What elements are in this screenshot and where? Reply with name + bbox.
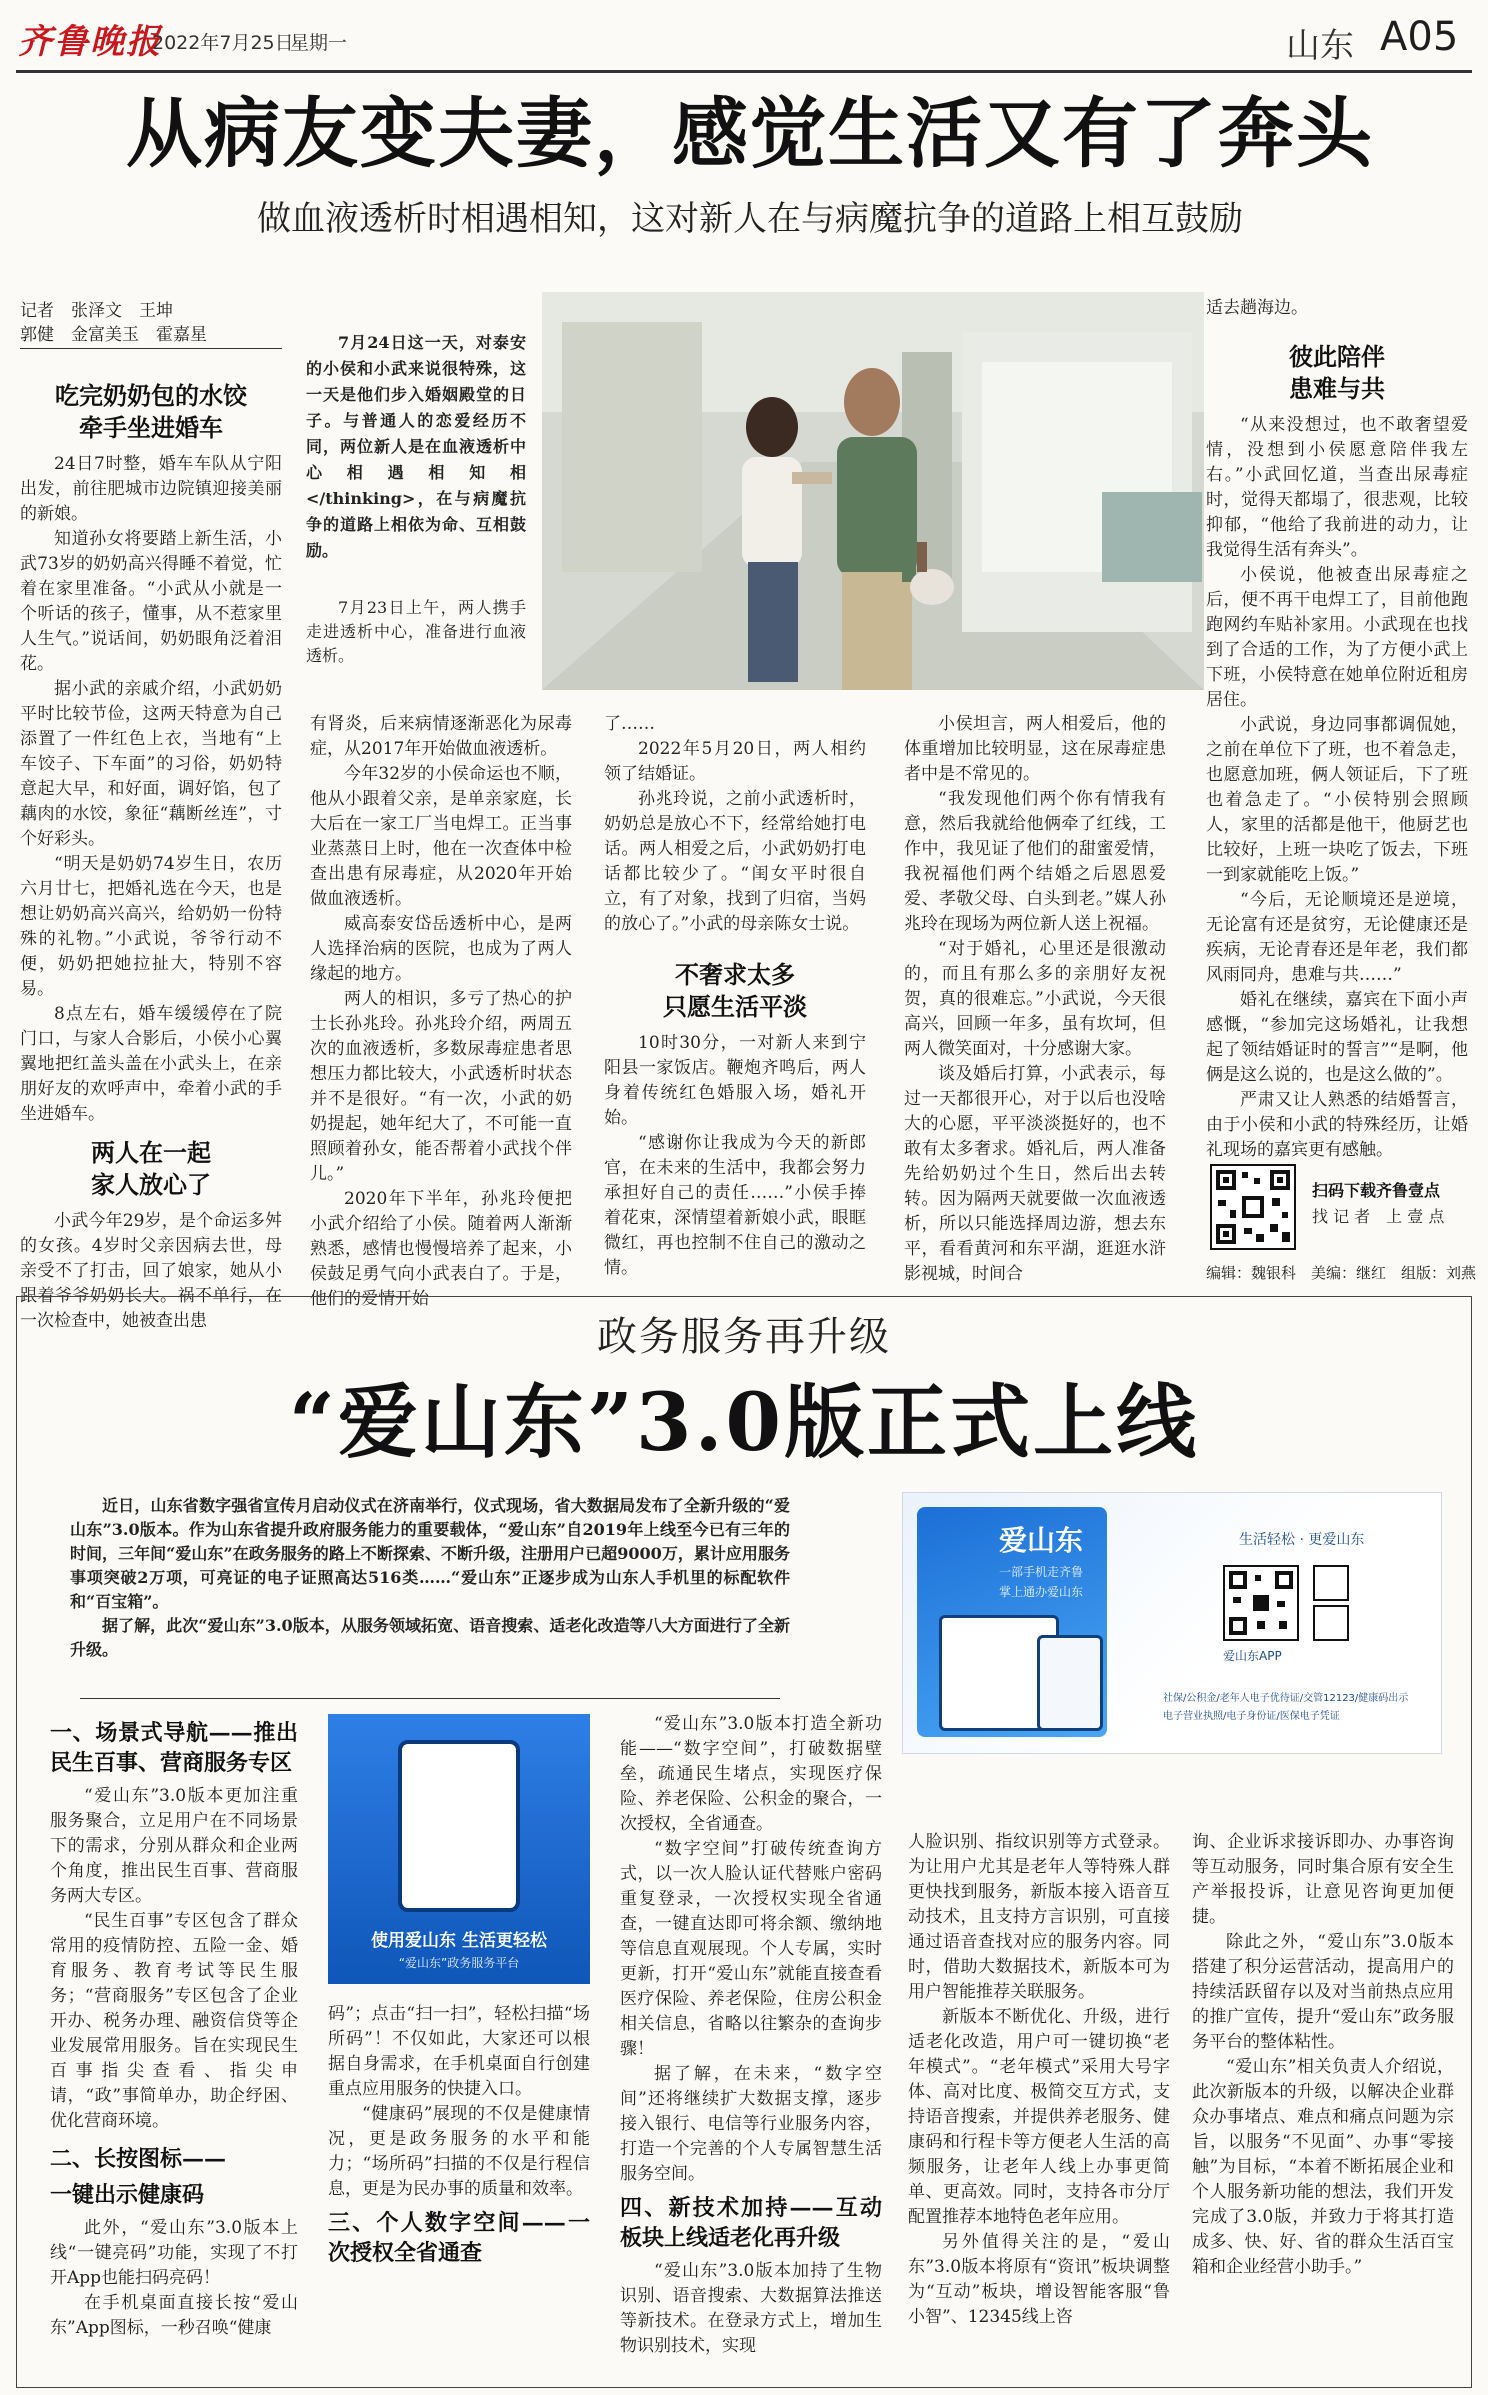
qr-caption-2: 找 记 者 上 壹 点 [1312,1207,1445,1226]
paragraph: 10时30分，一对新人来到宁阳县一家饭店。鞭炮齐鸣后，两人身着传统红色婚服入场，婚礼开始。 [604,1033,866,1128]
paragraph: 24日7时整，婚车车队从宁阳出发，前往肥城市边院镇迎接美丽的新娘。 [20,454,282,524]
paragraph: 人脸识别、指纹识别等方式登录。为让用户尤其是老年人等特殊人群更快找到服务，新版本接入语音互动技术，且支持方言识别，可直接通过语音查找对应的服务内容。同时，借助大数据技术，新版本可为用户智能推荐关联服务。 [908,1832,1170,2002]
byline-rule [20,348,282,349]
couple-photo [542,292,1204,690]
paragraph: 孙兆玲说，之前小武透析时，奶奶总是放心不下，经常给她打电话。两人相爱之后，小武奶奶打电话都比较少了。“闺女平时很自立，有了对象，找到了归宿，当妈的放心了。”小武的母亲陈女士说。 [604,789,866,934]
couple-photo-illustration [542,292,1204,690]
masthead-rule [16,70,1472,73]
ad-phone-mockup [917,1507,1107,1737]
paragraph: 除此之外，“爱山东”3.0版本搭建了积分运营活动，提高用户的持续活跃留存以及对当前热点应用的推广宣传，提升“爱山东”政务服务平台的整体粘性。 [1192,1932,1454,2052]
ad-qr-code[interactable] [1223,1565,1299,1641]
promo-image [328,1714,590,1984]
ad-line-1: 一部手机走齐鲁 [999,1565,1084,1579]
paragraph: 新版本不断优化、升级，进行适老化改造，用户可一键切换“老年模式”。“老年模式”采用大号字体、高对比度、极简交互方式，支持语音搜索，并提供养老服务、健康码和行程卡等方便老人生活的高频服务，让老年人线上办事更简单、更高效。同时，支持各市分厅配置推荐本地特色老年应用。 [908,2007,1170,2227]
paragraph: 2020年下半年，孙兆玲便把小武介绍给了小侯。随着两人渐渐熟悉，感情也慢慢培养了起来，小侯鼓足勇气向小武表白了。于是，他们的爱情开始 [310,1189,572,1309]
paragraph: 码”；点击“扫一扫”，轻松扫描“场所码”！不仅如此，大家还可以根据自身需求，在手机桌面自行创建重点应用服务的快捷入口。 [328,2004,590,2099]
paragraph: “健康码”展现的不仅是健康情况，更是政务服务的水平和能力；“场所码”扫描的不仅是行程信息，更是为民办事的质量和效率。 [328,2104,590,2199]
issue-date: 2022年7月25日 [152,32,294,54]
story2-column-1 [50,1712,298,2341]
ad-app-label: 爱山东APP [1223,1649,1282,1663]
paragraph: 小侯说，他被查出尿毒症之后，便不再干电焊工了，目前他跑跑网约车贴补家用。小武现在也找到了合适的工作，为了方便小武上下班，小侯特意在她单位附近租房居住。 [1206,565,1468,710]
newspaper-logo: 齐鲁晚报 [18,22,162,62]
subheading-4: 彼此陪伴 患难与共 [1289,342,1385,403]
paragraph: 询、企业诉求接诉即办、办事咨询等互动服务，同时集合原有安全生产举报投诉，让意见咨询更加便捷。 [1192,1832,1454,1927]
paragraph: 另外值得关注的是，“爱山东”3.0版本将原有“资讯”板块调整为“互动”板块，增设智能客服“鲁小智”、12345线上咨 [908,2232,1170,2327]
story1-column-2 [310,712,572,1312]
promo-caption-1: 使用爱山东 生活更轻松 [371,1931,547,1951]
lead-paragraph-2: 据了解，此次“爱山东”3.0版本，从服务领域拓宽、语音搜索、适老化改造等八大方面进行了全新升级。 [70,1616,790,1659]
story2-rule [80,1698,780,1699]
paragraph: 在手机桌面直接长按“爱山东”App图标，一秒召唤“健康 [50,2293,298,2338]
masthead [0,0,1488,80]
section-name: 山东 [1286,26,1354,66]
section-heading-2b: 一键出示健康码 [50,2182,205,2208]
paragraph: 适去趟海边。 [1206,298,1308,318]
section-heading-4: 四、新技术加持——互动板块上线适老化再升级 [620,2195,882,2251]
paragraph: “爱山东”3.0版本打造全新功能——“数字空间”，打破数据壁垒，疏通民生堵点，实现医疗保险、养老保险、公积金的聚合，一次授权，全省通查。 [620,1714,882,1834]
paragraph: “民生百事”专区包含了群众常用的疫情防控、五险一金、婚育服务、教育考试等民生服务；“营商服务”专区包含了企业开办、税务办理、融资信贷等企业发展常用服务。旨在实现民生百事指尖查看、指尖申请，“政”事简单办，助企纾困、优化营商环境。 [50,1911,298,2131]
paragraph: “从来没想过，也不敢奢望爱情，没想到小侯愿意陪伴我左右。”小武回忆道，当查出尿毒症时，觉得天都塌了，很悲观，比较抑郁，“他给了我前进的动力，让我觉得生活有奔头”。 [1206,415,1468,560]
ad-footer-1: 社保/公积金/老年人电子优待证/交管12123/健康码出示 [1163,1693,1409,1704]
story2-lead [70,1494,790,1662]
story1-column-5 [1206,296,1468,1163]
editor-credits: 编辑：魏银科 美编：继红 组版：刘燕 [1206,1264,1477,1282]
story1-column-4 [904,712,1166,1287]
paragraph: “爱山东”3.0版本更加注重服务聚合，立足用户在不同场景下的需求，分别从群众和企业两个角度，推出民生百事、营商服务两大专区。 [50,1786,298,1906]
section-heading-3: 三、个人数字空间——一次授权全省通查 [328,2210,590,2266]
promo-phone [398,1740,520,1912]
paragraph: 婚礼在继续，嘉宾在下面小声感慨，“参加完这场婚礼，让我想起了领结婚证时的誓言”“是啊，他俩是这么说的，也是这么做的”。 [1206,990,1468,1085]
photo-caption [306,596,526,668]
story1-intro-text: 7月24日这一天，对泰安的小侯和小武来说很特殊，这一天是他们步入婚姻殿堂的日子。与普通人的恋爱经历不同，两位新人是在血液透析中心相遇相知相</thinking>，在与病魔抗争的道路上相依为命、互相鼓励。 [306,333,526,560]
story2-column-2 [328,2002,590,2274]
ad-qr-code-small-2[interactable] [1313,1605,1349,1641]
qr-caption-1: 扫码下载齐鲁壹点 [1312,1181,1441,1200]
paragraph: 谈及婚后打算，小武表示，每过一天都很开心，对于以后也没啥大的心愿，平平淡淡挺好的，也不敢有太多奢求。婚礼后，两人准备先给奶奶过个生日，然后出去转转。因为隔两天就要做一次血液透析，所以只能选择周边游，想去东平，看看黄河和东平湖，逛逛水浒影视城，时间合 [904,1064,1166,1284]
paragraph: 2022年5月20日，两人相约领了结婚证。 [604,739,866,784]
paragraph: 了…… [604,714,655,734]
paragraph: 8点左右，婚车缓缓停在了院门口，与家人合影后，小侯小心翼翼地把红盖头盖在小武头上，在亲朋好友的欢呼声中，牵着小武的手坐进婚车。 [20,1004,282,1124]
story2-column-4 [908,1830,1170,2330]
issue-weekday: 星期一 [290,32,348,54]
ad-title: 爱山东 [999,1524,1084,1557]
ad-phone-screen-2 [1037,1635,1103,1731]
ad-line-2: 掌上通办爱山东 [999,1585,1084,1599]
page-number: A05 [1380,14,1459,60]
paragraph: 此外，“爱山东”3.0版本上线“一键亮码”功能，实现了不打开App也能扫码亮码！ [50,2218,298,2288]
paragraph: 威高泰安岱岳透析中心，是两人选择治病的医院，也成为了两人缘起的地方。 [310,914,572,984]
paragraph: 小武说，身边同事都调侃她，之前在单位下了班，也不着急走，也愿意加班，俩人领证后，下了班也着急走了。“小侯特别会照顾人，家里的活都是他干，他厨艺也比较好，上班一块吃了饭去，下班一到家就能吃上饭。” [1206,715,1468,885]
paragraph: 严肃又让人熟悉的结婚誓言，由于小侯和小武的特殊经历，让婚礼现场的嘉宾更有感触。 [1206,1090,1468,1160]
paragraph: “对于婚礼，心里还是很激动的，而且有那么多的亲朋好友祝贺，真的很难忘。”小武说，今天很高兴，回顾一年多，虽有坎坷，但两人微笑面对，十分感谢大家。 [904,939,1166,1059]
story1-headline: 从病友变夫妻，感觉生活又有了奔头 [126,89,1374,178]
photo-caption-text: 7月23日上午，两人携手走进透析中心，准备进行血液透析。 [306,598,526,665]
paragraph: “爱山东”3.0版本加持了生物识别、语音搜索、大数据算法推送等新技术。在登录方式上，增加生物识别技术，实现 [620,2261,882,2356]
story2-kicker: 政务服务再升级 [597,1314,891,1360]
paragraph: “数字空间”打破传统查询方式，以一次人脸认证代替账户密码重复登录，一次授权实现全省通查，一键直达即可将余额、缴纳地等信息直观展现。个人专属，实时更新，打开“爱山东”就能直接查看医疗保险、养老保险，住房公积金相关信息，省略以往繁杂的查询步骤！ [620,1839,882,2059]
qr-code-icon [1225,1567,1297,1639]
paragraph: “明天是奶奶74岁生日，农历六月廿七，把婚礼选在今天，也是想让奶奶高兴高兴，给奶奶一份特殊的礼物。”小武说，爷爷行动不便，奶奶把她拉扯大，特别不容易。 [20,854,282,999]
paragraph: 知道孙女将要踏上新生活，小武73岁的奶奶高兴得睡不着觉，忙着在家里准备。“小武从小就是一个听话的孩子，懂事，从不惹家里人生气。”说话间，奶奶眼角泛着泪花。 [20,529,282,674]
section-heading-2a: 二、长按图标—— [50,2146,227,2172]
story1-subhead: 做血液透析时相遇相知，这对新人在与病魔抗争的道路上相互鼓励 [257,199,1243,239]
subheading-1: 吃完奶奶包的水饺 牵手坐进婚车 [55,381,247,442]
subheading-3: 不奢求太多 只愿生活平淡 [663,960,807,1021]
lead-paragraph-1: 近日，山东省数字强省宣传月启动仪式在济南举行，仪式现场，省大数据局发布了全新升级的“爱山东”3.0版本。作为山东省提升政府服务能力的重要载体，“爱山东”自2019年上线至今已有三年的时间，三年间“爱山东”在政务服务的路上不断探索、不断升级，注册用户已超9000万，累计应用服务事项突破2万项，可亮证的电子证照高达516类……“爱山东”正逐步成为山东人手机里的标配软件和“百宝箱”。 [70,1496,790,1611]
ad-slogan: 生活轻松 · 更爱山东 [1239,1532,1365,1548]
paragraph: 小武今年29岁，是个命运多舛的女孩。4岁时父亲因病去世，母亲受不了打击，回了娘家，她从小跟着爷爷奶奶长大。祸不单行，在一次检查中，她被查出患 [20,1211,282,1331]
aishandong-ad [902,1492,1442,1754]
section-heading-1: 一、场景式导航——推出民生百事、营商服务专区 [50,1720,298,1776]
qr-code-icon [1212,1166,1294,1248]
story2-column-3 [620,1712,882,2359]
paragraph: 有肾炎，后来病情逐渐恶化为尿毒症，从2017年开始做血液透析。 [310,714,572,759]
story1-column-1 [20,362,282,1334]
ad-qr-code-small-1[interactable] [1313,1565,1349,1601]
paragraph: “今后，无论顺境还是逆境，无论富有还是贫穷，无论健康还是疾病，无论青春还是年老，我们都风雨同舟，患难与共……” [1206,890,1468,985]
story2-column-5 [1192,1830,1454,2280]
story2-headline: “爱山东”3.0版正式上线 [288,1375,1200,1469]
paragraph: 两人的相识，多亏了热心的护士长孙兆玲。孙兆玲介绍，两周五次的血液透析，多数尿毒症患者思想压力都比较大，小武透析时状态并不是很好。“有一次，小武的奶奶提起，她年纪大了，不可能一直照顾着孙女，能否帮着小武找个伴儿。” [310,989,572,1184]
promo-caption-2: “爱山东”政务服务平台 [398,1956,520,1970]
paragraph: 据了解，在未来，“数字空间”还将继续扩大数据支撑，逐步接入银行、电信等行业服务内容，打造一个完善的个人专属智慧生活服务空间。 [620,2064,882,2184]
paragraph: 据小武的亲戚介绍，小武奶奶平时比较节俭，这两天特意为自己添置了一件红色上衣，当地有“上车饺子、下车面”的习俗，奶奶特意起大早，和好面，调好馅，包了藕肉的水饺，象征“藕断丝连”，寸个好彩头。 [20,679,282,849]
paragraph: “爱山东”相关负责人介绍说，此次新版本的升级，以解决企业群众办事堵点、难点和痛点问题为宗旨，以服务“不见面”、办事“零接触”为目标，“本着不断拓展企业和个人服务新功能的想法，我们开发完成了3.0版，并致力于将其打造成多、快、好、省的群众生活百宝箱和企业经营小助手。” [1192,2057,1454,2277]
paragraph: “我发现他们两个你有情我有意，然后我就给他俩牵了红线，工作中，我见证了他们的甜蜜爱情，我祝福他们两个结婚之后恩恩爱爱、孝敬父母、白头到老。”媒人孙兆玲在现场为两位新人送上祝福。 [904,789,1166,934]
paragraph: 小侯坦言，两人相爱后，他的体重增加比较明显，这在尿毒症患者中是不常见的。 [904,714,1166,784]
ad-footer-2: 电子营业执照/电子身份证/医保电子凭证 [1163,1711,1340,1722]
byline-line2: 郭健 金富美玉 霍嘉星 [20,325,207,345]
story1-column-3 [604,712,866,1281]
qilu-qr-code[interactable] [1210,1164,1296,1250]
subheading-2: 两人在一起 家人放心了 [91,1138,211,1199]
story1-intro [306,330,526,564]
paragraph: 今年32岁的小侯命运也不顺，他从小跟着父亲，是单亲家庭，长大后在一家工厂当电焊工。正当事业蒸蒸日上时，他在一次查体中检查出患有尿毒症，从2020年开始做血液透析。 [310,764,572,909]
byline-line1: 记者 张泽文 王坤 [20,301,173,321]
paragraph: “感谢你让我成为今天的新郎官，在未来的生活中，我都会努力承担好自己的责任……”小侯手捧着花束，深情望着新娘小武，眼眶微红，再也控制不住自己的激动之情。 [604,1133,866,1278]
